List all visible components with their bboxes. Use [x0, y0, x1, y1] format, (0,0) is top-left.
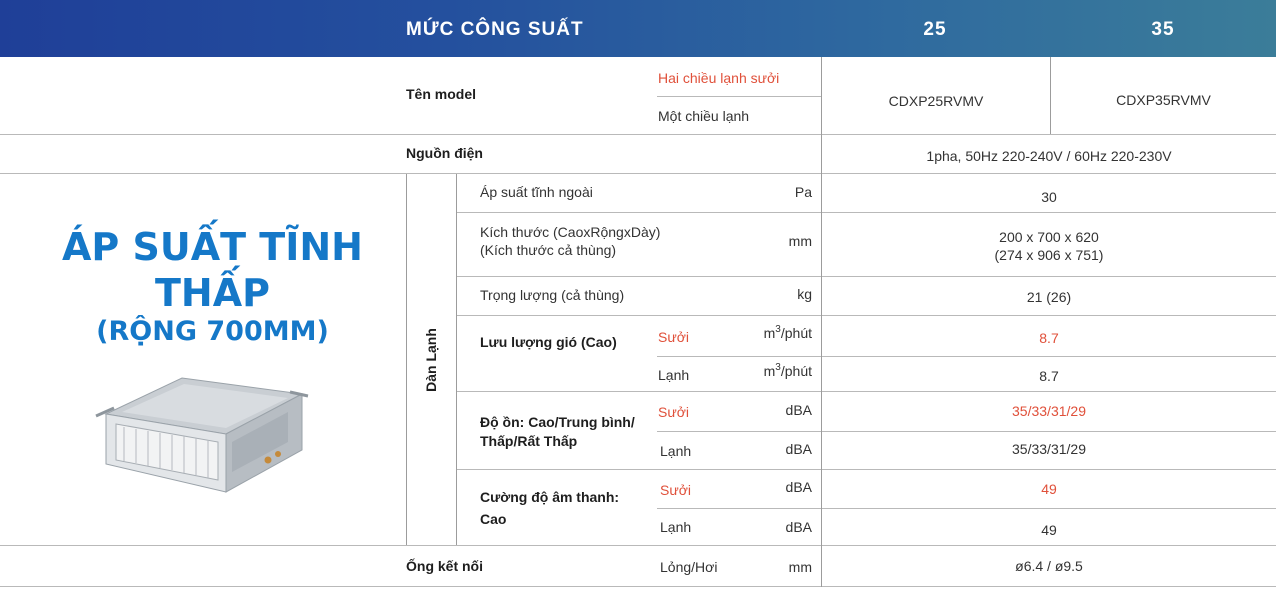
divider-model-sub: [657, 96, 822, 97]
sound-heat-unit: dBA: [785, 479, 812, 495]
power-label: Nguồn điện: [406, 145, 483, 161]
noise-cool-unit: dBA: [785, 441, 812, 457]
model-value-25: CDXP25RVMV: [888, 93, 984, 109]
divider-indoor-bottom: [0, 545, 1276, 546]
power-value: 1pha, 50Hz 220-240V / 60Hz 220-230V: [926, 148, 1172, 164]
airflow-heat-label: Sưởi: [658, 329, 690, 345]
pipe-label: Ống kết nối: [406, 558, 483, 574]
divider-group-right: [456, 174, 457, 545]
sound-label-1: Cường độ âm thanh:: [480, 489, 620, 505]
divider-model-bottom: [0, 134, 1276, 135]
static-pressure-label: Áp suất tĩnh ngoài: [480, 184, 593, 200]
product-title-line1: ÁP SUẤT TĨNH: [62, 225, 363, 269]
airflow-cool-unit: $m^3$/phút: [763, 362, 812, 379]
noise-heat-label: Sưởi: [658, 404, 690, 420]
weight-unit: kg: [797, 286, 812, 302]
dimensions-label-1: Kích thước (CaoxRộngxDày): [480, 224, 661, 240]
divider-sound-sub: [657, 508, 1276, 509]
divider-power-bottom: [0, 173, 1276, 174]
divider-value-column: [821, 57, 822, 587]
noise-cool-label: Lạnh: [660, 443, 692, 459]
dimensions-value-1: 200 x 700 x 620: [999, 229, 1099, 245]
model-sub-cool: Một chiều lạnh: [658, 108, 750, 124]
header-col-35: 35: [1151, 19, 1175, 40]
indoor-group-label: Dàn Lạnh: [423, 327, 439, 392]
pipe-sub-label: Lỏng/Hơi: [660, 559, 718, 575]
noise-label-1: Độ ồn: Cao/Trung bình/: [480, 414, 635, 430]
sound-cool-unit: dBA: [785, 519, 812, 535]
divider-table-bottom: [0, 586, 1276, 587]
divider-noise: [456, 469, 1276, 470]
ducted-unit-illustration: [92, 372, 314, 500]
noise-cool-value: 35/33/31/29: [1012, 441, 1086, 457]
airflow-heat-unit: $m^3$/phút: [763, 324, 812, 341]
sound-heat-label: Sưởi: [660, 482, 692, 498]
divider-dimensions: [456, 276, 1276, 277]
airflow-label: Lưu lượng gió (Cao): [480, 334, 617, 350]
sound-cool-label: Lạnh: [660, 519, 692, 535]
model-label: Tên model: [406, 86, 477, 102]
static-pressure-unit: Pa: [794, 184, 812, 200]
sound-heat-value: 49: [1041, 481, 1057, 497]
header-col-25: 25: [923, 19, 947, 40]
divider-airflow: [456, 391, 1276, 392]
model-sub-heat: Hai chiều lạnh sưởi: [658, 70, 780, 86]
divider-noise-sub: [657, 431, 1276, 432]
noise-heat-unit: dBA: [785, 402, 812, 418]
header-bar: [0, 0, 1276, 57]
divider-weight: [456, 315, 1276, 316]
noise-heat-value: 35/33/31/29: [1012, 403, 1086, 419]
model-value-35: CDXP35RVMV: [1116, 92, 1211, 108]
airflow-cool-value: 8.7: [1039, 368, 1059, 384]
pipe-unit: mm: [788, 559, 812, 575]
dimensions-value-2: (274 x 906 x 751): [994, 247, 1104, 263]
divider-airflow-sub: [657, 356, 1276, 357]
header-title: MỨC CÔNG SUẤT: [406, 19, 584, 40]
static-pressure-value: 30: [1041, 189, 1057, 205]
sound-cool-value: 49: [1041, 522, 1057, 538]
weight-value: 21 (26): [1026, 289, 1072, 305]
dimensions-unit: mm: [788, 233, 812, 249]
airflow-cool-label: Lạnh: [658, 367, 690, 383]
product-title-line2: THẤP: [155, 271, 270, 315]
sound-label-2: Cao: [480, 511, 507, 527]
dimensions-label-2: (Kích thước cả thùng): [480, 242, 617, 258]
product-subtitle: (RỘNG 700MM): [96, 316, 329, 347]
divider-static: [456, 212, 1276, 213]
airflow-heat-value: 8.7: [1039, 330, 1059, 346]
noise-label-2: Thấp/Rất Thấp: [480, 433, 578, 449]
weight-label: Trọng lượng (cả thùng): [480, 287, 625, 303]
pipe-value: ø6.4 / ø9.5: [1015, 558, 1083, 574]
